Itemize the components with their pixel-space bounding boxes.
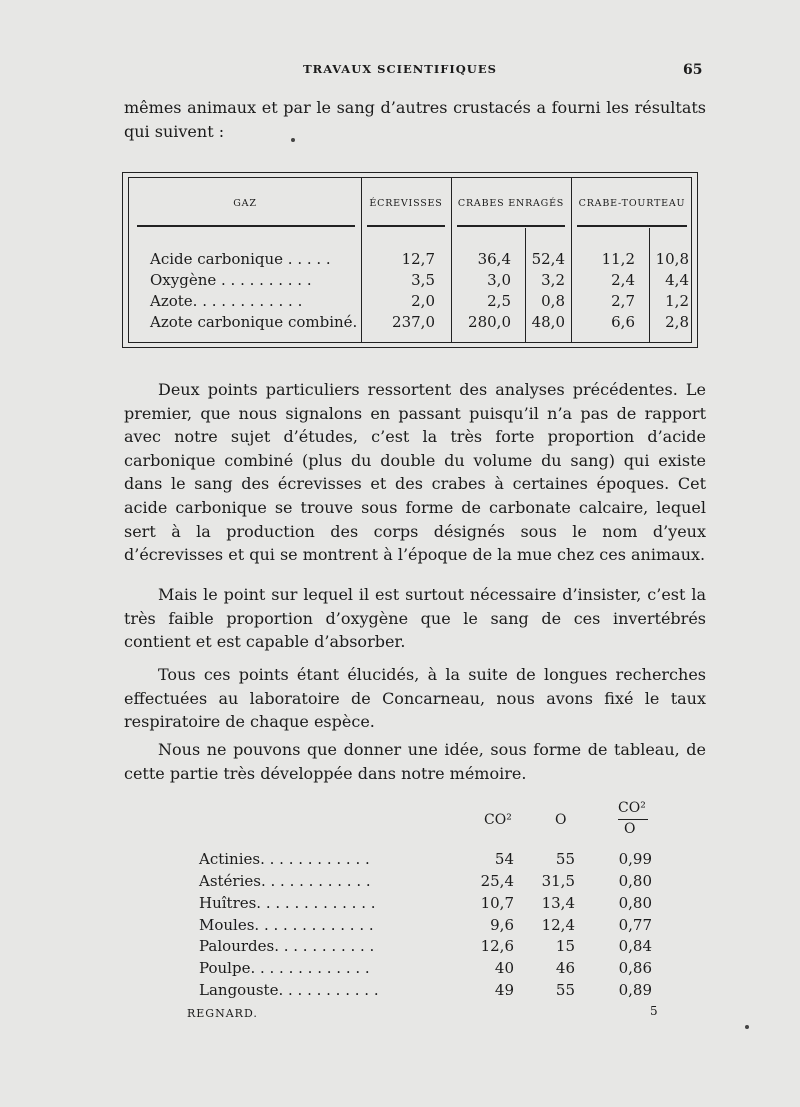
header-ecrevisses: ÉCREVISSES bbox=[369, 198, 443, 209]
table-row: Palourdes. . . . . . . . . . . 12,6 15 0,84 bbox=[199, 937, 652, 955]
table-row: Huîtres. . . . . . . . . . . . . 10,7 13,4 0,80 bbox=[199, 894, 652, 912]
table-row: Azote. . . . . . . . . . . . 2,0 2,5 0,8 2,7 1,2 bbox=[150, 292, 689, 310]
running-title: TRAVAUX SCIENTIFIQUES bbox=[303, 62, 497, 76]
gas-analysis-table bbox=[122, 172, 698, 348]
header-gaz: GAZ bbox=[233, 198, 257, 209]
body-paragraph: Tous ces points étant élucidés, à la suite de longues recherches effectuées au laboratoire de Concarneau, nous avons fixé le taux respiratoire de chaque espèce. bbox=[124, 665, 706, 732]
table-row: Actinies. . . . . . . . . . . . 54 55 0,99 bbox=[199, 850, 652, 868]
fraction-bar bbox=[618, 819, 648, 820]
table-inner-frame bbox=[128, 177, 692, 343]
header-ratio-numerator: CO² bbox=[618, 800, 646, 816]
header-o: O bbox=[555, 812, 567, 828]
ink-speck bbox=[291, 138, 295, 142]
table-row: Acide carbonique . . . . . 12,7 36,4 52,4 11,2 10,8 bbox=[150, 250, 689, 268]
intro-paragraph: mêmes animaux et par le sang d’autres crustacés a fourni les résultats qui suivent : bbox=[124, 98, 706, 141]
page-number: 65 bbox=[683, 62, 703, 78]
table-row: Oxygène . . . . . . . . . . 3,5 3,0 3,2 2,4 4,4 bbox=[150, 271, 689, 289]
body-paragraph: Deux points particuliers ressortent des analyses précédentes. Le premier, que nous signalons en passant puisqu’il n’a pas de rapport avec notre sujet d’études, c’est la très forte proportion d’acide carbonique combiné (plus du double du volume du sang) qui existe dans le sang des écrevisses et des crabes à certaines époques. Cet acide carbonique se trouve sous forme de carbonate calcaire, lequel sert à la production des corps désignés sous le nom d’yeux d’écrevisses et qui se montrent à l’époque de la mue chez ces animaux. bbox=[124, 380, 706, 565]
header-crabes-enrages: CRABES ENRAGÉS bbox=[457, 198, 565, 209]
header-co2: CO² bbox=[484, 812, 512, 828]
table-row: Langouste. . . . . . . . . . . 49 55 0,89 bbox=[199, 981, 652, 999]
footer-author: REGNARD. bbox=[187, 1007, 258, 1020]
table-row: Astéries. . . . . . . . . . . . 25,4 31,5 0,80 bbox=[199, 872, 652, 890]
ink-speck bbox=[745, 1025, 749, 1029]
table-row: Moules. . . . . . . . . . . . . 9,6 12,4 0,77 bbox=[199, 916, 652, 934]
signature-mark: 5 bbox=[650, 1004, 658, 1018]
body-paragraph: Mais le point sur lequel il est surtout nécessaire d’insister, c’est la très faible proportion d’oxygène que le sang de ces invertébrés contient et est capable d’absorber. bbox=[124, 585, 706, 652]
header-ratio-denominator: O bbox=[624, 821, 636, 837]
table-row: Azote carbonique combiné. 237,0 280,0 48,0 6,6 2,8 bbox=[150, 313, 689, 331]
table-row: Poulpe. . . . . . . . . . . . . 40 46 0,86 bbox=[199, 959, 652, 977]
header-crabe-tourteau: CRABE-TOURTEAU bbox=[578, 198, 686, 209]
body-paragraph: Nous ne pouvons que donner une idée, sous forme de tableau, de cette partie très développée dans notre mémoire. bbox=[124, 740, 706, 783]
